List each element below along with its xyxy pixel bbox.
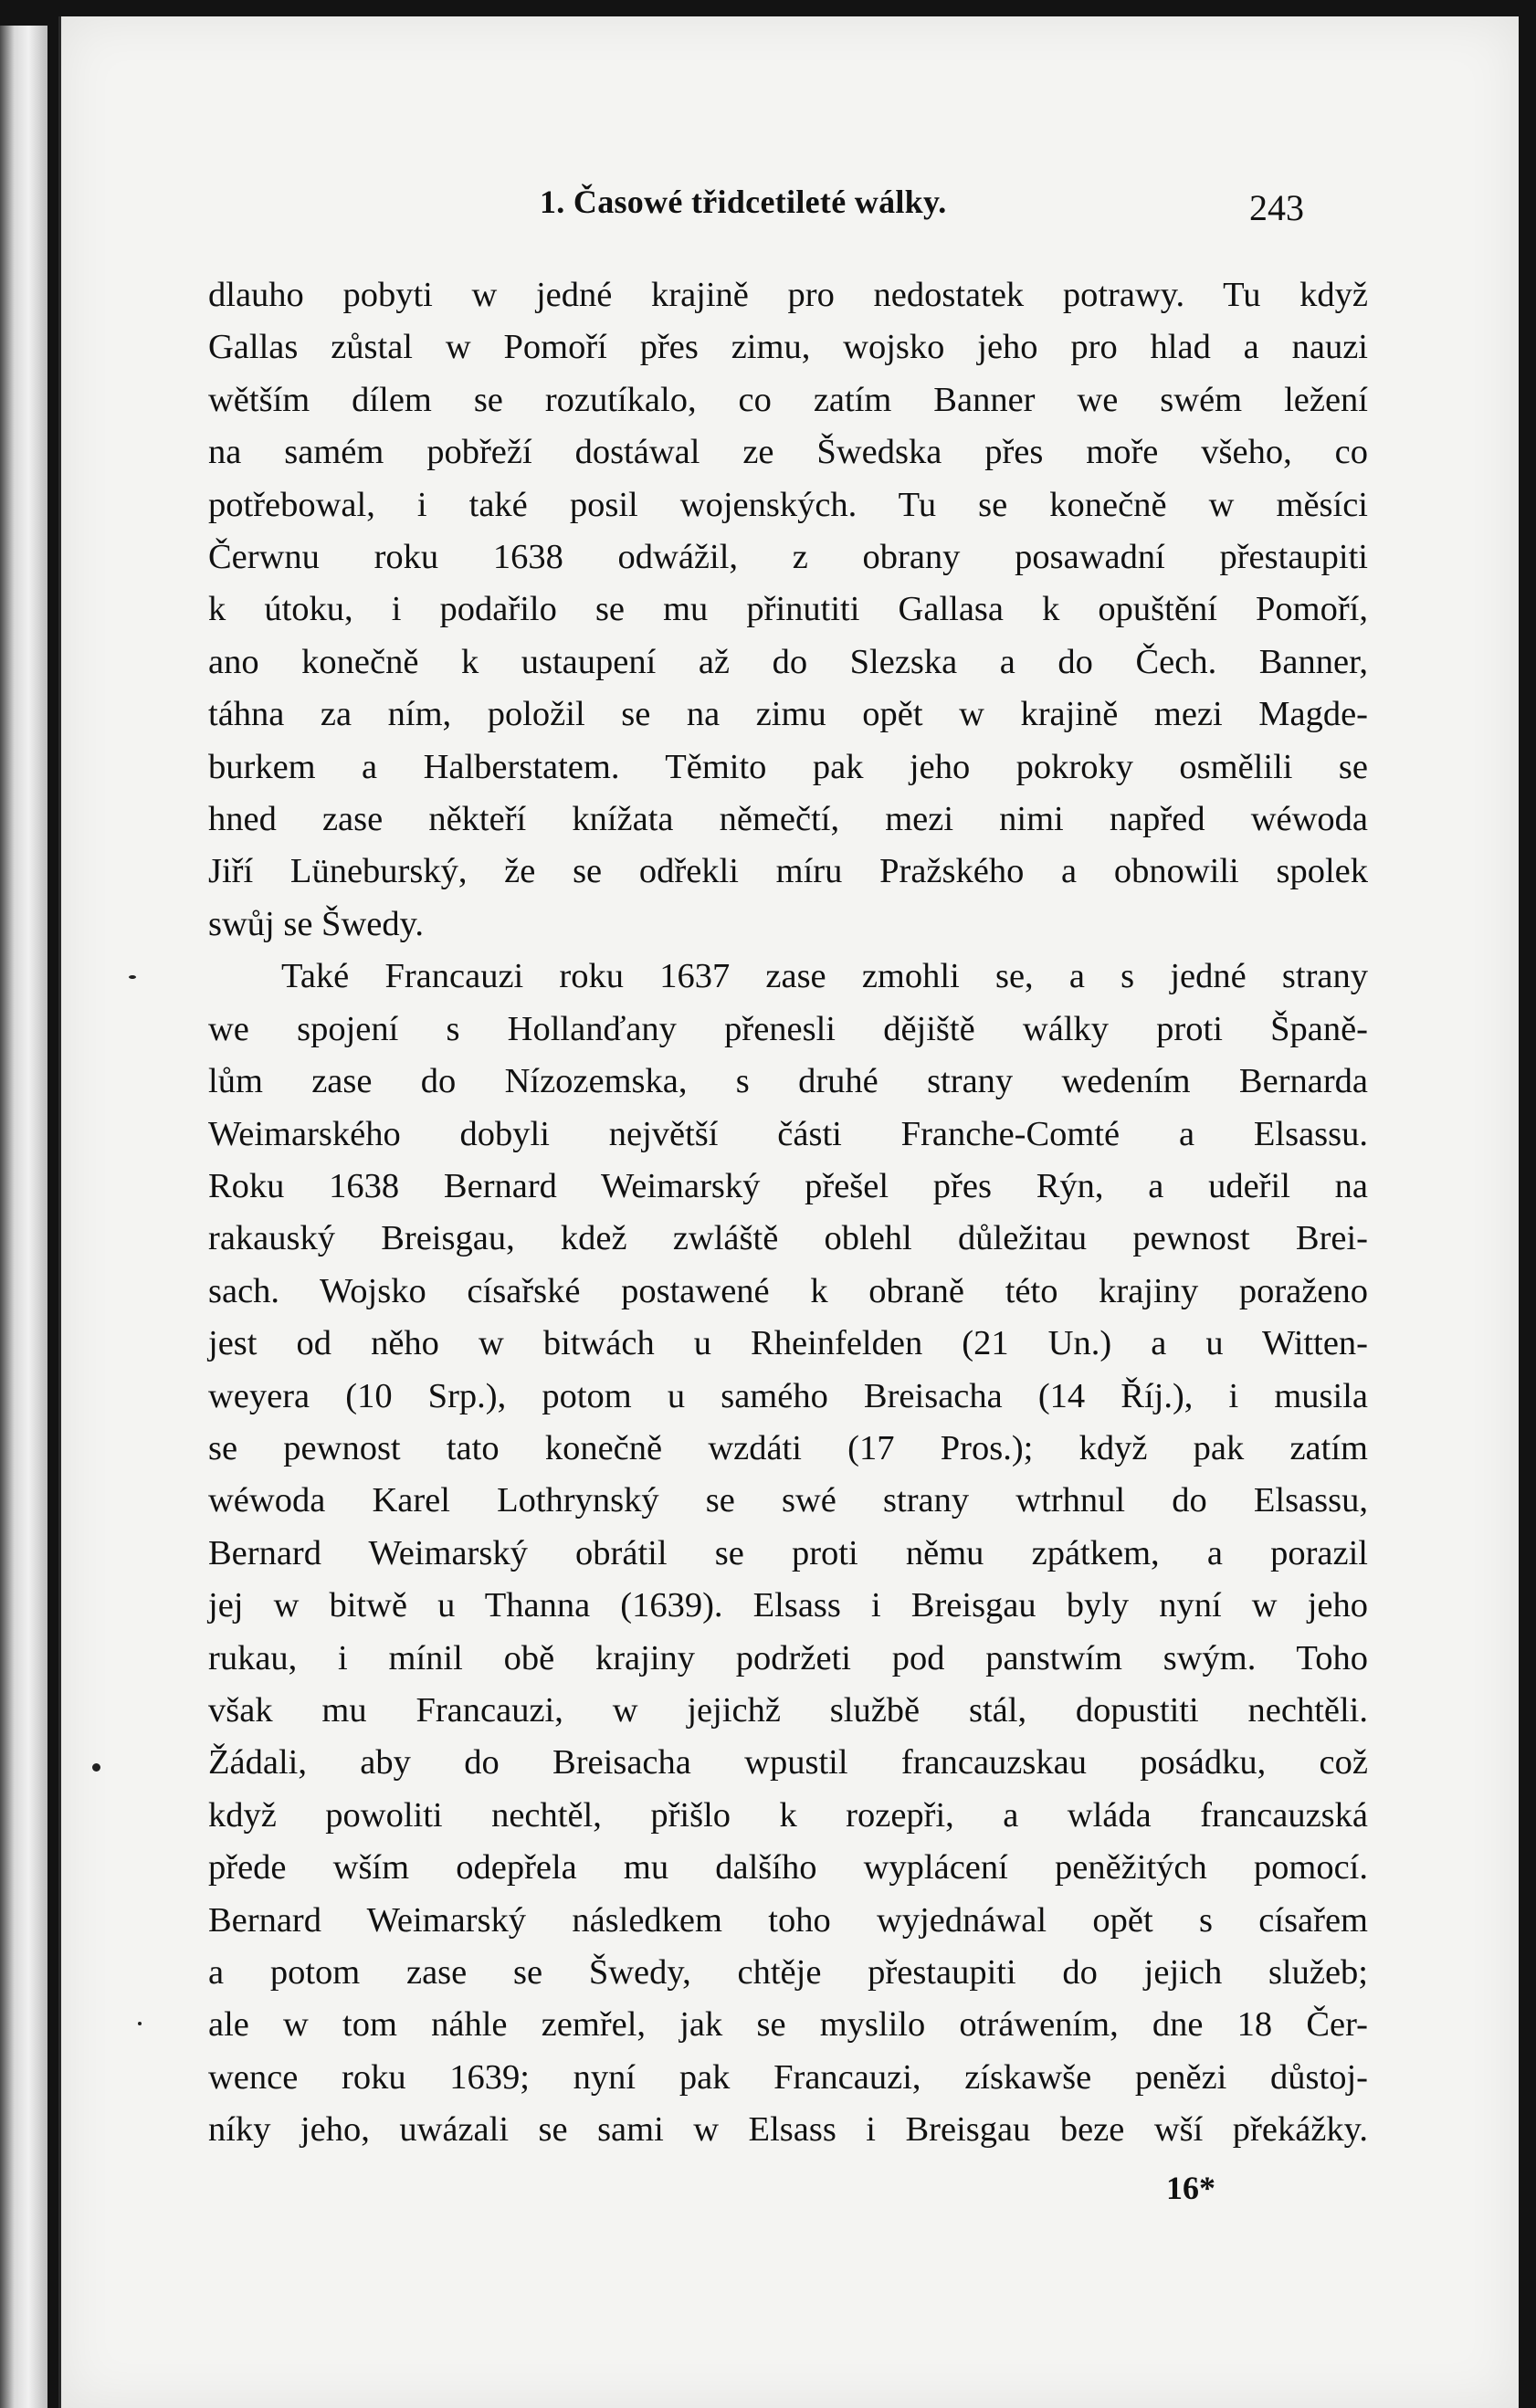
text-line: potřebowal, i také posil wojenských. Tu se konečně w měsíci <box>208 485 1368 524</box>
text-line: dlauho pobyti w jedné krajině pro nedostatek potrawy. Tu když <box>208 276 1368 314</box>
text-line: Roku 1638 Bernard Weimarský přešel přes Rýn, a udeřil na <box>208 1166 1368 1205</box>
text-line: Žádali, aby do Breisacha wpustil francauzskau posádku, což <box>208 1743 1368 1782</box>
text-line: wětším dílem se rozutíkalo, co zatím Banner we swém ležení <box>208 380 1368 419</box>
text-line: sach. Wojsko císařské postawené k obraně této krajiny poraženo <box>208 1271 1368 1310</box>
text-line: se pewnost tato konečně wzdáti (17 Pros.); když pak zatím <box>208 1428 1368 1467</box>
text-line: weyera (10 Srp.), potom u samého Breisacha (14 Říj.), i musila <box>208 1376 1368 1415</box>
text-line: však mu Francauzi, w jejichž službě stál, dopustiti nechtěli. <box>208 1690 1368 1730</box>
body-text <box>208 269 1368 2157</box>
text-line: Weimarského dobyli největší části Franche-Comté a Elsassu. <box>208 1114 1368 1153</box>
text-line: we spojení s Hollanďany přenesli děјiště wálky proti Španě- <box>208 1009 1368 1048</box>
text-line: ale w tom náhle zemřel, jak se myslilo otráwením, dne 18 Čer- <box>208 2005 1368 2045</box>
facing-page-edge <box>0 26 47 2408</box>
text-line: táhna za ním, položil se na zimu opět w krajině mezi Magde- <box>208 695 1368 734</box>
text-line: lům zase do Nízozemska, s druhé strany wedením Bernarda <box>208 1062 1368 1101</box>
paragraph-2 <box>208 951 1368 2156</box>
text-line: Bernard Weimarský obrátil se proti němu zpátkem, a porazil <box>208 1533 1368 1572</box>
text-line: rakauský Breisgau, kdež zwláště oblehl důležitau pewnost Brei- <box>208 1219 1368 1258</box>
text-line: hned zase někteří knížata němečtí, mezi nimi napřed wéwoda <box>208 800 1368 839</box>
text-line: jest od něho w bitwách u Rheinfelden (21 Un.) a u Witten- <box>208 1324 1368 1363</box>
text-line: Jiří Lüneburský, že se odřekli míru Pražského a obnowili spolek <box>208 852 1368 891</box>
text-line: swůj se Šwedy. <box>208 904 424 943</box>
text-line: ano konečně k ustaupení až do Slezska a do Čech. Banner, <box>208 642 1368 681</box>
text-line: když powoliti nechtěl, přišlo k rozepři, a wláda francauzská <box>208 1795 1368 1835</box>
book-page <box>58 16 1519 2408</box>
text-line: Gallas zůstal w Pomoří přes zimu, wojsko jeho pro hlad a nauzi <box>208 328 1368 367</box>
text-line: k útoku, i podařilo se mu přinutiti Gallasa k opuštění Pomoří, <box>208 590 1368 629</box>
text-line: Také Francauzi roku 1637 zase zmohli se, a s jedné strany <box>281 957 1368 996</box>
signature-mark: 16* <box>1166 2170 1215 2206</box>
paragraph-1 <box>208 269 1368 951</box>
text-line: Bernard Weimarský následkem toho wyjednáwal opět s císařem <box>208 1900 1368 1940</box>
text-line: burkem a Halberstatem. Těmito pak jeho pokroky osmělili se <box>208 747 1368 786</box>
text-line: níky jeho, uwázali se sami w Elsass i Breisgau beze wší překážky. <box>208 2110 1368 2150</box>
page-number: 243 <box>1249 187 1304 228</box>
print-speck <box>138 2022 142 2025</box>
text-line: wéwoda Karel Lothrynský se swé strany wtrhnul do Elsassu, <box>208 1481 1368 1520</box>
text-line: na samém pobřeží dostáwal ze Šwedska přes moře všeho, co <box>208 433 1368 472</box>
text-line: přede wším odepřela mu dalšího wyplácení peněžitých pomocí. <box>208 1848 1368 1887</box>
page-header <box>61 174 1519 237</box>
text-line: wence roku 1639; nyní pak Francauzi, získawše penězi důstoj- <box>208 2057 1368 2097</box>
running-title: 1. Časowé třidcetileté wálky. <box>540 184 947 220</box>
text-line: a potom zase se Šwedy, chtěje přestaupiti do jejich služeb; <box>208 1953 1368 1992</box>
text-line: jej w bitwě u Thanna (1639). Elsass i Breisgau byly nyní w jeho <box>208 1586 1368 1625</box>
text-line: Čerwnu roku 1638 odwážil, z obrany posawadní přestaupiti <box>208 538 1368 577</box>
print-speck <box>92 1763 100 1772</box>
print-speck <box>129 975 136 979</box>
text-line: rukau, i mínil obě krajiny podržeti pod panstwím swým. Toho <box>208 1638 1368 1677</box>
